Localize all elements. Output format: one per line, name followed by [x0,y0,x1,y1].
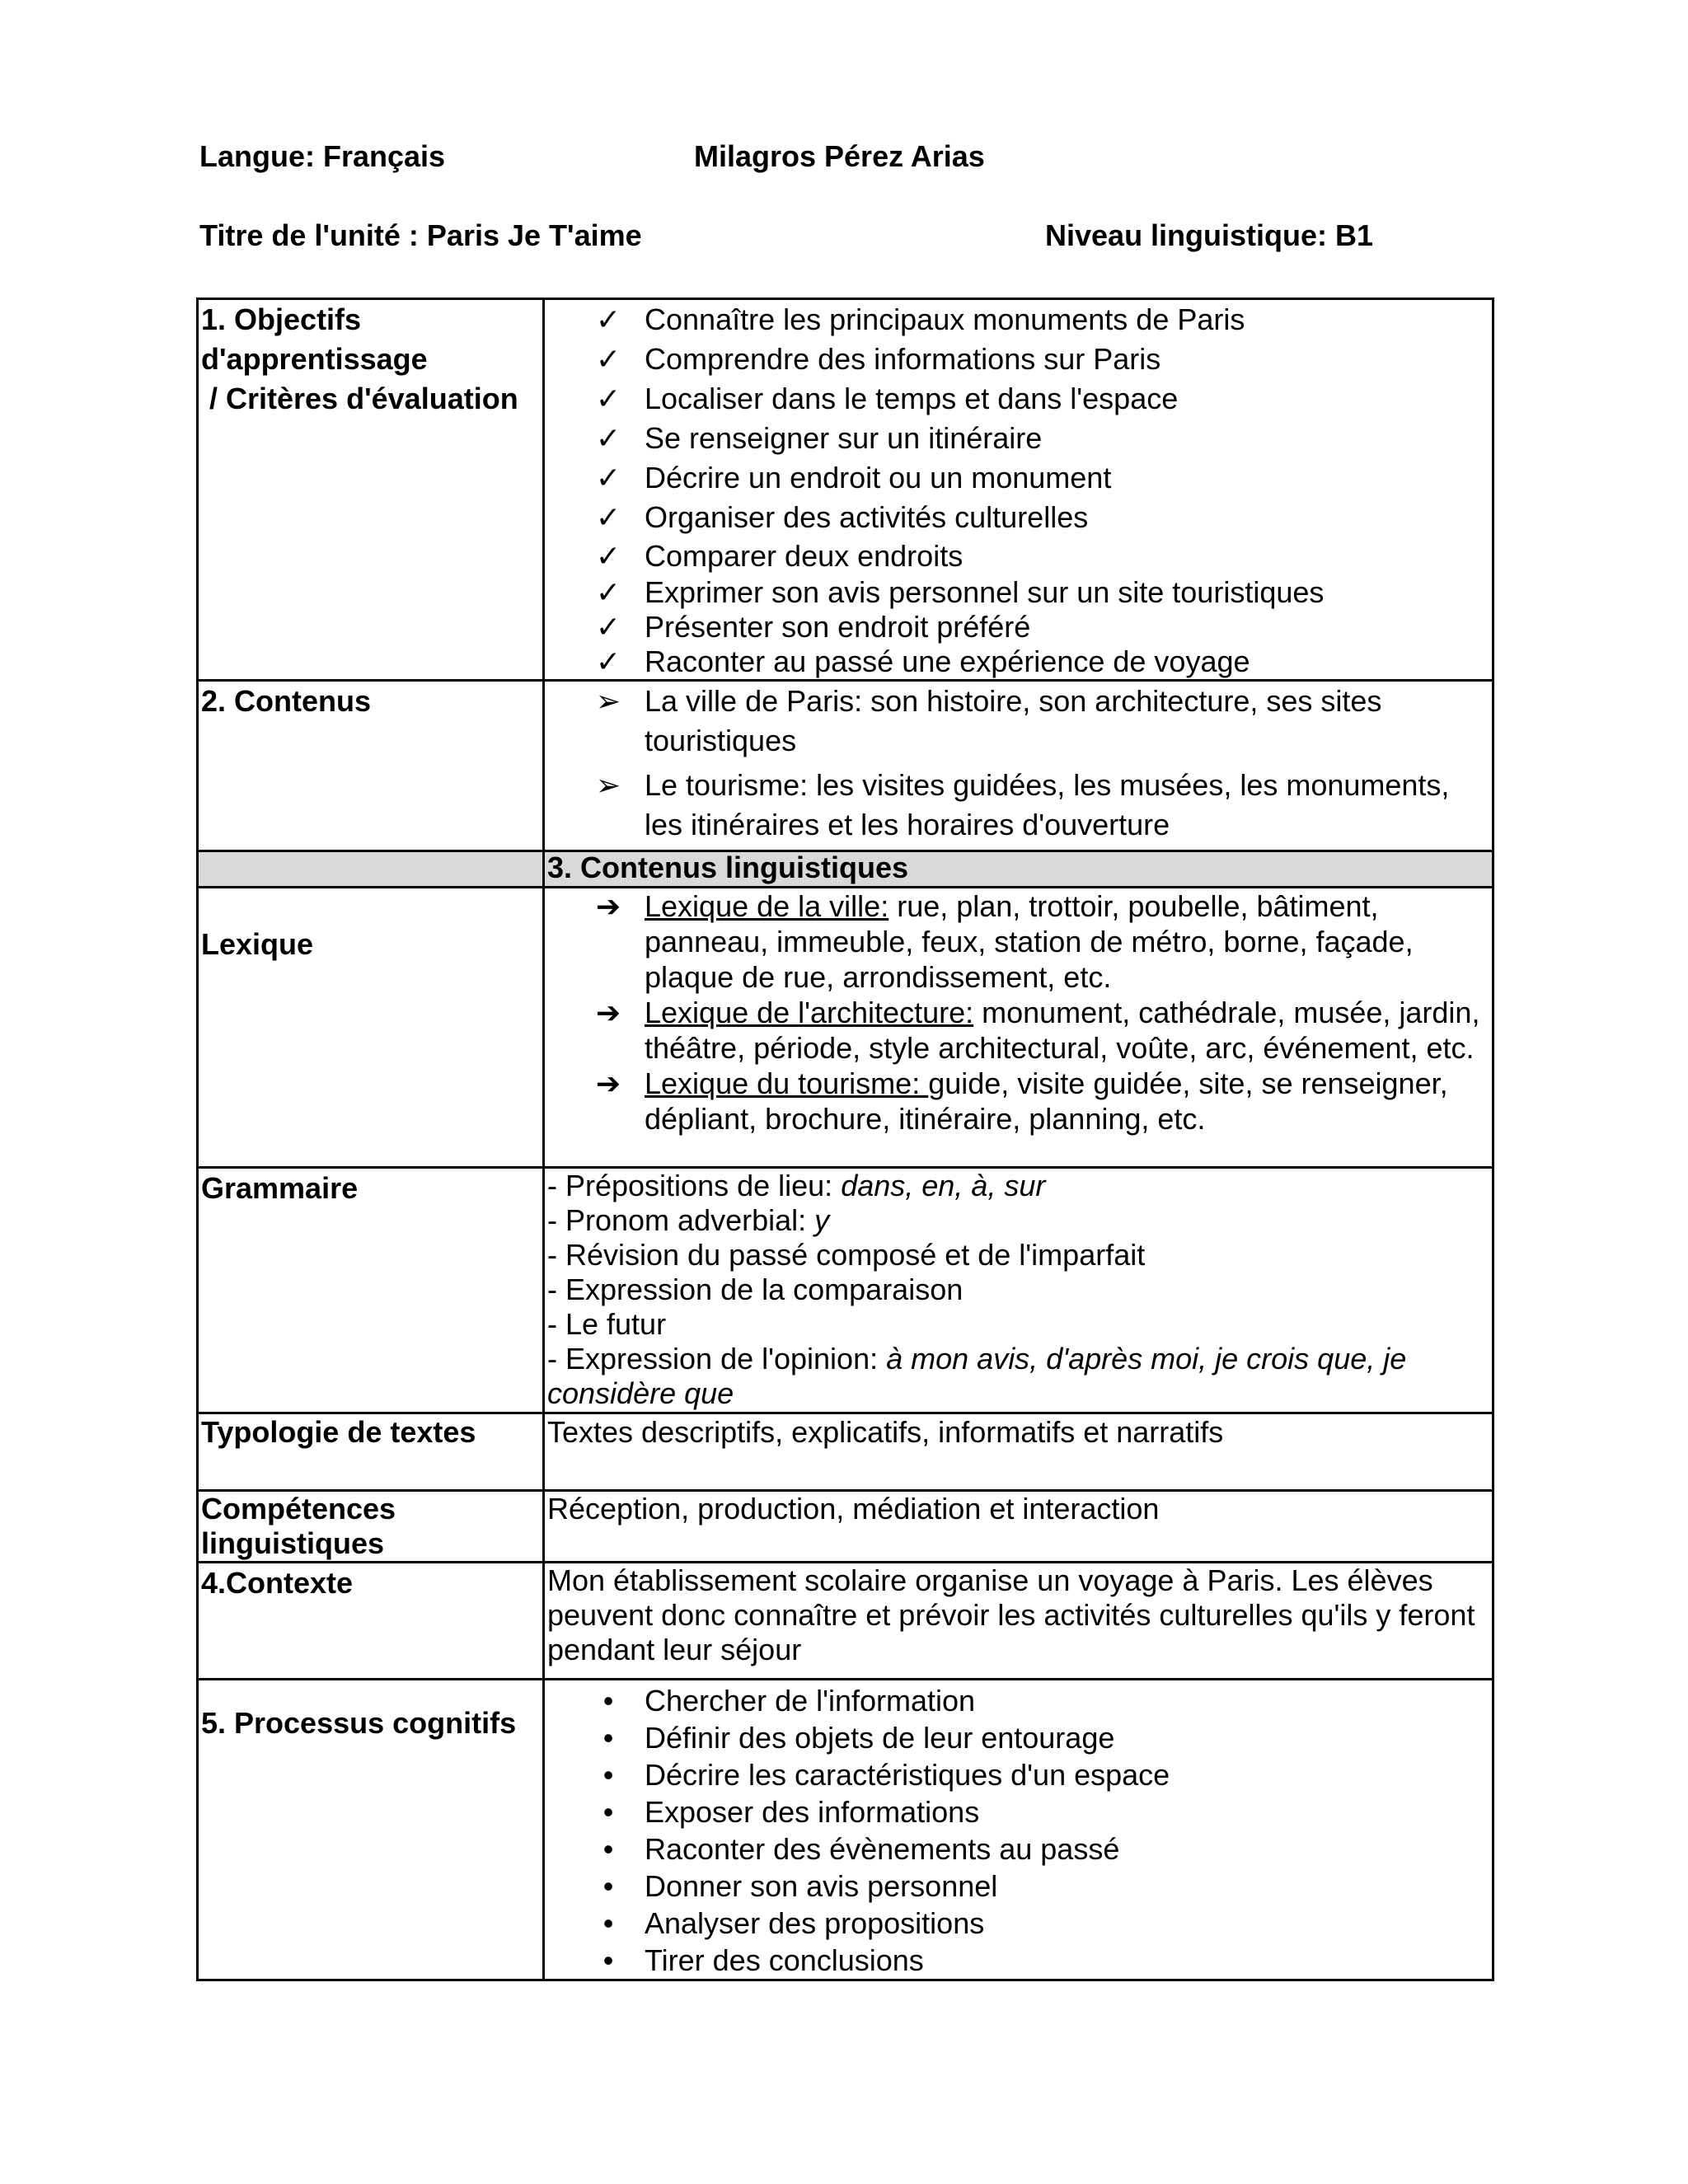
list-item-text: monument, cathédrale, musée, jardin, théâtre, période, style architectural, voûte, arc, événement, etc. [645,996,1480,1065]
list-item-text: rue, plan, trottoir, poubelle, bâtiment, panneau, immeuble, feux, station de métro, borne, façade, plaque de rue, arrondissement, etc. [645,889,1414,994]
list-item-text: Comprendre des informations sur Paris [645,342,1161,376]
bullet-icon: • [603,1832,614,1866]
contexte-content: Mon établissement scolaire organise un voyage à Paris. Les élèves peuvent donc connaître et prévoir les activités culturelles qu'ils y feront pendant leur séjour [544,1563,1493,1680]
author-name: Milagros Pérez Arias [694,139,985,173]
level-label: Niveau linguistique: B1 [1045,218,1374,252]
list-item-text: Présenter son endroit préféré [645,610,1031,644]
list-item [595,888,1492,995]
list-item-text: guide, visite guidée, site, se renseigner, dépliant, brochure, itinéraire, planning, etc. [645,1066,1448,1136]
list-item-text: Exprimer son avis personnel sur un site touristiques [645,575,1325,609]
lexique-heading: Lexique de la ville: [645,889,889,923]
objectives-row [198,299,1493,681]
contents-list [547,682,1492,845]
checkmark-icon: ✓ [595,610,621,644]
list-item: • Exposer des informations [645,1793,1492,1830]
objectives-label-line: / Critères d'évaluation [201,382,518,415]
bullet-icon: • [603,1869,614,1903]
lexique-label: Lexique [198,888,544,1168]
objectives-list [547,300,1492,679]
list-item-text: Localiser dans le temps et dans l'espace [645,382,1179,415]
list-item: • Définir des objets de leur entourage [645,1719,1492,1756]
list-item [595,537,1492,575]
competences-label: Compétences linguistiques [198,1491,544,1563]
list-item: • Chercher de l'information [645,1682,1492,1719]
checkmark-icon: ✓ [595,539,621,573]
list-item-text: Organiser des activités culturelles [645,500,1089,534]
linguistic-header-title: 3. Contenus linguistiques [544,851,1493,888]
lexique-heading: Lexique du tourisme: [645,1066,929,1100]
list-item [595,300,1492,340]
grammar-line: - Révision du passé composé et de l'imparfait [547,1238,1146,1272]
list-item: • Tirer des conclusions [645,1942,1492,1979]
list-item: • Décrire les caractéristiques d'un espace [645,1756,1492,1793]
lexique-row [198,888,1493,1168]
competences-row [198,1491,1493,1563]
contents-content [544,681,1493,851]
contexte-row [198,1563,1493,1680]
grammar-line: - Expression de l'opinion: à mon avis, d'après moi, je crois que, je considère que [547,1342,1407,1410]
grammar-line: - Pronom adverbial: y [547,1203,830,1237]
typologie-row [198,1413,1493,1491]
list-item [595,682,1492,761]
list-item [595,644,1492,679]
linguistic-header-row [198,851,1493,888]
typologie-label: Typologie de textes [198,1413,544,1491]
grammar-line: - Le futur [547,1307,667,1341]
list-item [595,995,1492,1066]
list-item [595,419,1492,458]
competences-content: Réception, production, médiation et interaction [544,1491,1493,1563]
bullet-icon: • [603,1758,614,1792]
objectives-label-line: d'apprentissage [201,342,428,376]
objectives-label [198,299,544,681]
processus-list [547,1680,1492,1979]
list-item: • Analyser des propositions [645,1905,1492,1942]
unit-title: Titre de l'unité : Paris Je T'aime [199,218,642,252]
checkmark-icon: ✓ [595,342,621,376]
list-item [595,498,1492,537]
bullet-icon: • [603,1906,614,1940]
contexte-label: 4.Contexte [198,1563,544,1680]
bullet-icon: • [603,1721,614,1755]
objectives-label-line: 1. Objectifs [201,302,362,336]
processus-label: 5. Processus cognitifs [198,1680,544,1980]
grammaire-label: Grammaire [198,1168,544,1413]
grammar-line: - Prépositions de lieu: dans, en, à, sur [547,1169,1046,1202]
list-item-text: Se renseigner sur un itinéraire [645,421,1043,455]
processus-content [544,1680,1493,1980]
grammar-line: - Expression de la comparaison [547,1272,964,1306]
list-item [595,458,1492,498]
typologie-content: Textes descriptifs, explicatifs, informatifs et narratifs [544,1413,1493,1491]
list-item-text: Connaître les principaux monuments de Paris [645,302,1245,336]
grammaire-row [198,1168,1493,1413]
list-item [595,1066,1492,1137]
lexique-list [547,888,1492,1137]
checkmark-icon: ✓ [595,500,621,534]
checkmark-icon: ✓ [595,421,621,455]
arrowhead-bullet-icon: ➢ [595,768,621,802]
arrow-right-icon: ➔ [595,889,621,923]
list-item: • Donner son avis personnel [645,1868,1492,1905]
list-item [595,575,1492,610]
list-item: • Raconter des évènements au passé [645,1830,1492,1868]
checkmark-icon: ✓ [595,461,621,494]
checkmark-icon: ✓ [595,382,621,415]
bullet-icon: • [603,1943,614,1977]
linguistic-header-blank [198,851,544,888]
checkmark-icon: ✓ [595,644,621,678]
language-label: Langue: Français [199,139,446,173]
arrow-right-icon: ➔ [595,1066,621,1100]
list-item-text: Le tourisme: les visites guidées, les musées, les monuments, les itinéraires et les horaires d'ouverture [645,768,1450,841]
list-item-text: Décrire un endroit ou un monument [645,461,1112,494]
list-item-text: Comparer deux endroits [645,539,964,573]
arrow-right-icon: ➔ [595,996,621,1029]
list-item [595,379,1492,419]
list-item-text: Raconter au passé une expérience de voyage [645,644,1250,678]
contents-label: 2. Contenus [198,681,544,851]
bullet-icon: • [603,1684,614,1718]
checkmark-icon: ✓ [595,575,621,609]
lexique-content [544,888,1493,1168]
checkmark-icon: ✓ [595,302,621,336]
lesson-plan-table [196,298,1494,1981]
bullet-icon: • [603,1795,614,1829]
list-item-text: La ville de Paris: son histoire, son architecture, ses sites touristiques [645,684,1382,757]
grammaire-content [544,1168,1493,1413]
processus-row [198,1680,1493,1980]
lexique-heading: Lexique de l'architecture: [645,996,974,1029]
list-item [595,340,1492,379]
arrowhead-bullet-icon: ➢ [595,684,621,718]
list-item [595,766,1492,845]
contents-row [198,681,1493,851]
objectives-content [544,299,1493,681]
list-item [595,610,1492,644]
